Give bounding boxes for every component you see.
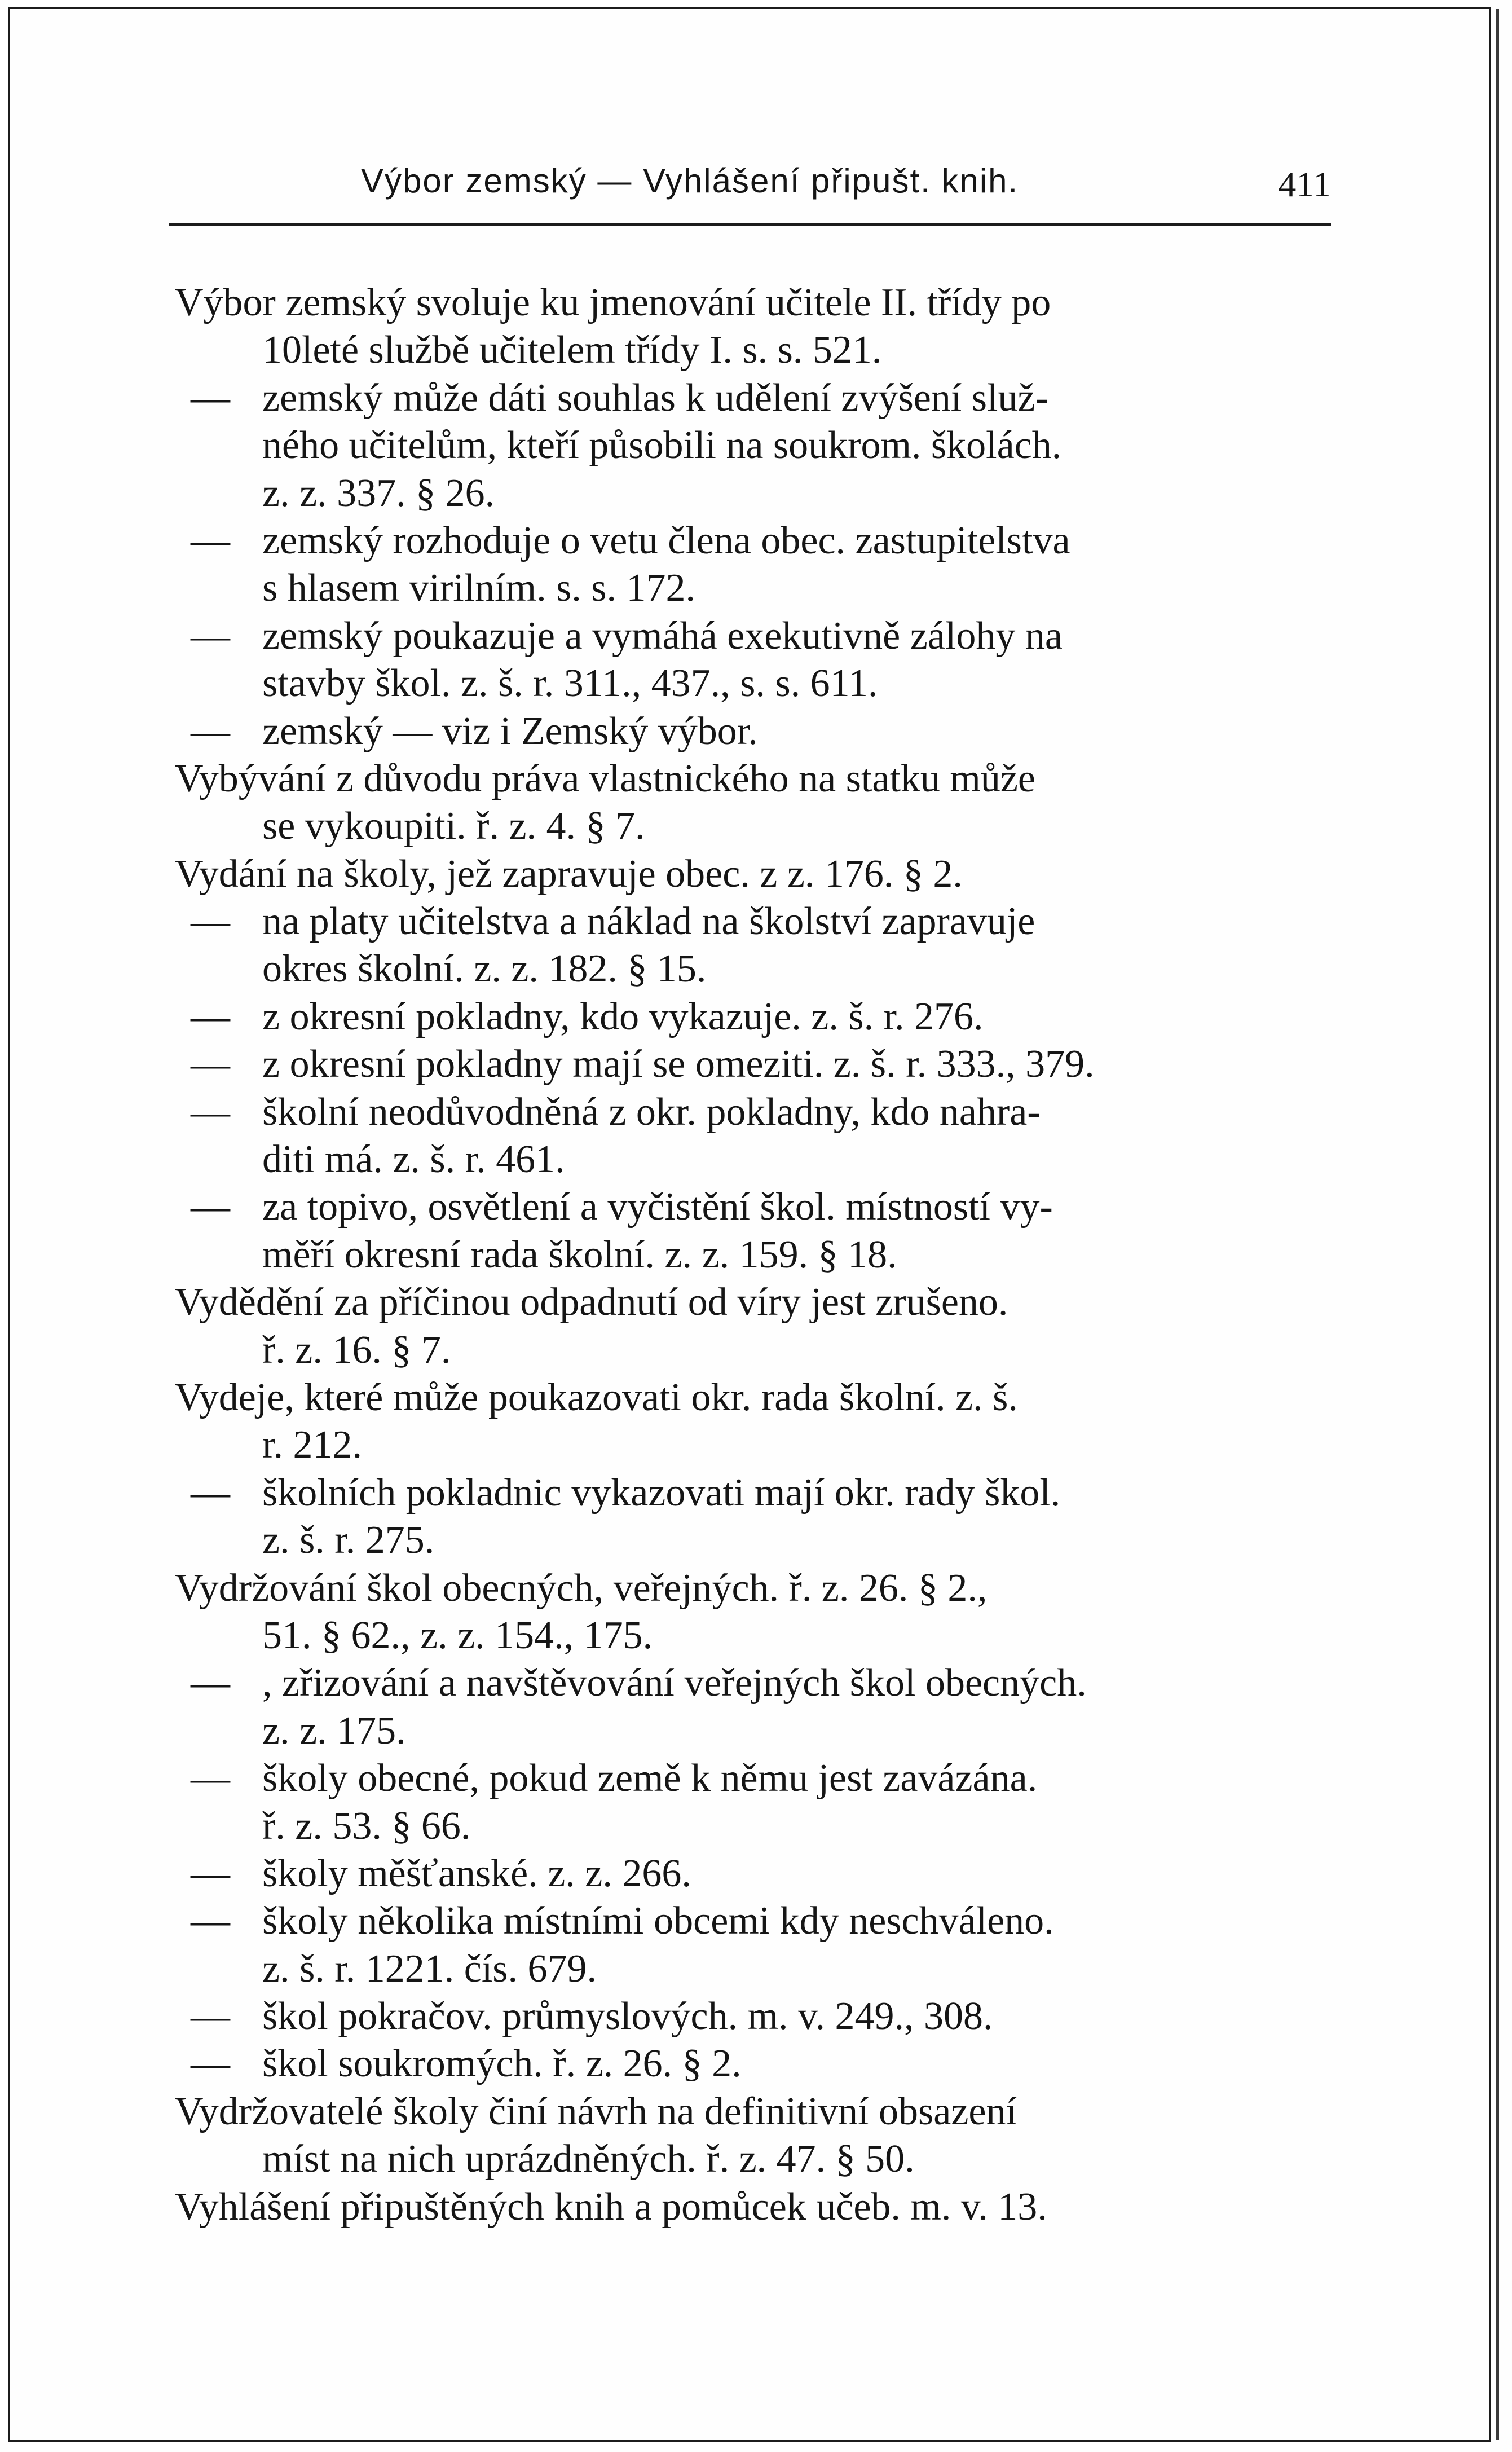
index-subentry — [175, 517, 1331, 565]
index-continuation — [175, 1707, 1331, 1755]
entry-text: stavby škol. z. š. r. 311., 437., s. s. 611. — [262, 662, 878, 706]
index-continuation — [175, 422, 1331, 469]
index-subentry — [175, 375, 1331, 422]
entry-text: se vykoupiti. ř. z. 4. § 7. — [262, 804, 645, 848]
index-subentry — [175, 2040, 1331, 2088]
index-subentry — [175, 1041, 1331, 1088]
index-subentry — [175, 1089, 1331, 1136]
entry-text: ř. z. 16. § 7. — [262, 1328, 451, 1372]
entry-text: diti má. z. š. r. 461. — [262, 1138, 565, 1182]
entry-text: míst na nich uprázdněných. ř. z. 47. § 50. — [262, 2137, 915, 2181]
entry-text: z. z. 337. § 26. — [262, 471, 495, 515]
entry-dash: — — [191, 709, 230, 753]
entry-text: ného učitelům, kteří působili na soukrom. školách. — [262, 424, 1062, 468]
index-continuation — [175, 1803, 1331, 1850]
index-subentry — [175, 1469, 1331, 1517]
entry-dash: — — [191, 1661, 230, 1705]
index-continuation — [175, 1231, 1331, 1279]
index-subentry — [175, 1993, 1331, 2040]
entry-dash: — — [191, 994, 230, 1038]
entry-dash: — — [191, 1090, 230, 1134]
entry-text: Vydeje, které může poukazovati okr. rada školní. z. š. — [175, 1375, 1018, 1419]
index-continuation — [175, 945, 1331, 993]
index-continuation — [175, 1517, 1331, 1564]
entry-text: škol soukromých. ř. z. 26. § 2. — [262, 2042, 742, 2086]
entry-dash: — — [191, 1995, 230, 2039]
index-continuation — [175, 1612, 1331, 1659]
entry-dash: — — [191, 1471, 230, 1515]
entry-dash: — — [191, 900, 230, 944]
entry-text: z okresní pokladny mají se omeziti. z. š. r. 333., 379. — [262, 1042, 1095, 1086]
entry-text: Vydržovatelé školy činí návrh na definitivní obsazení — [175, 2089, 1017, 2133]
header-title: Výbor zemský — Vyhlášení připušt. knih. — [361, 162, 1019, 200]
entry-text: s hlasem virilním. s. s. 172. — [262, 566, 696, 610]
entry-text: Vydržování škol obecných, veřejných. ř. z. 26. § 2., — [175, 1566, 988, 1610]
index-subentry — [175, 898, 1331, 945]
entry-text: z. z. 175. — [262, 1709, 406, 1753]
entry-text: r. 212. — [262, 1423, 362, 1467]
index-subentry — [175, 993, 1331, 1041]
index-continuation — [175, 2136, 1331, 2183]
entry-text: z okresní pokladny, kdo vykazuje. z. š. r. 276. — [262, 994, 984, 1038]
index-subentry — [175, 613, 1331, 660]
entry-text: zemský může dáti souhlas k udělení zvýšení služ- — [262, 376, 1048, 420]
entry-text: ř. z. 53. § 66. — [262, 1804, 471, 1848]
entry-text: na platy učitelstva a náklad na školství zapravuje — [262, 900, 1035, 944]
entry-dash: — — [191, 1899, 230, 1943]
entry-text: zemský poukazuje a vymáhá exekutivně zálohy na — [262, 614, 1063, 658]
entry-text: měří okresní rada školní. z. z. 159. § 18. — [262, 1232, 897, 1276]
index-continuation — [175, 660, 1331, 707]
entry-text: Výbor zemský svoluje ku jmenování učitele II. třídy po — [175, 281, 1051, 324]
entry-text: Vydědění za příčinou odpadnutí od víry jest zrušeno. — [175, 1280, 1008, 1324]
entry-dash: — — [191, 518, 230, 562]
entry-text: školy měšťanské. z. z. 266. — [262, 1851, 691, 1895]
entry-text: 51. § 62., z. z. 154., 175. — [262, 1613, 653, 1657]
entry-text: za topivo, osvětlení a vyčistění škol. místností vy- — [262, 1185, 1053, 1229]
entry-dash: — — [191, 1757, 230, 1801]
index-continuation — [175, 1421, 1331, 1469]
entry-dash: — — [191, 1851, 230, 1895]
index-continuation — [175, 803, 1331, 850]
index-entry — [175, 2184, 1331, 2231]
index-continuation — [175, 1945, 1331, 1993]
entry-text: škol pokračov. průmyslových. m. v. 249., 308. — [262, 1995, 993, 2039]
index-entry — [175, 755, 1331, 803]
entry-text: školních pokladnic vykazovati mají okr. rady škol. — [262, 1471, 1061, 1515]
index-entry — [175, 851, 1331, 898]
page-number: 411 — [1278, 164, 1331, 204]
entry-dash: — — [191, 1042, 230, 1086]
index-subentry — [175, 1183, 1331, 1231]
entry-text: zemský — viz i Zemský výbor. — [262, 709, 758, 753]
index-continuation — [175, 1136, 1331, 1183]
index-entries — [175, 279, 1331, 2231]
running-header — [169, 151, 1331, 208]
index-subentry — [175, 1850, 1331, 1898]
index-continuation — [175, 1327, 1331, 1374]
entry-text: Vyhlášení připuštěných knih a pomůcek učeb. m. v. 13. — [175, 2185, 1047, 2229]
entry-text: školy několika místními obcemi kdy neschváleno. — [262, 1899, 1054, 1943]
entry-text: Vydání na školy, jež zapravuje obec. z z. 176. § 2. — [175, 852, 963, 896]
index-subentry — [175, 1755, 1331, 1802]
entry-dash: — — [191, 2042, 230, 2086]
index-entry — [175, 279, 1331, 327]
header-rule — [169, 223, 1331, 226]
entry-dash: — — [191, 376, 230, 420]
index-entry — [175, 1279, 1331, 1326]
entry-text: školy obecné, pokud země k němu jest zavázána. — [262, 1757, 1038, 1801]
entry-text: , zřizování a navštěvování veřejných škol obecných. — [262, 1661, 1087, 1705]
entry-text: zemský rozhoduje o vetu člena obec. zastupitelstva — [262, 518, 1070, 562]
index-subentry — [175, 708, 1331, 755]
index-continuation — [175, 565, 1331, 612]
index-continuation — [175, 327, 1331, 374]
entry-text: školní neodůvodněná z okr. pokladny, kdo nahra- — [262, 1090, 1041, 1134]
index-subentry — [175, 1898, 1331, 1945]
entry-text: 10leté službě učitelem třídy I. s. s. 521. — [262, 328, 882, 372]
entry-text: z. š. r. 1221. čís. 679. — [262, 1947, 597, 1991]
entry-dash: — — [191, 614, 230, 658]
entry-text: okres školní. z. z. 182. § 15. — [262, 947, 707, 991]
index-continuation — [175, 470, 1331, 517]
index-entry — [175, 1565, 1331, 1612]
entry-text: Vybývání z důvodu práva vlastnického na statku může — [175, 756, 1035, 800]
index-entry — [175, 2088, 1331, 2136]
index-entry — [175, 1374, 1331, 1421]
index-subentry — [175, 1659, 1331, 1707]
entry-text: z. š. r. 275. — [262, 1518, 435, 1562]
entry-dash: — — [191, 1185, 230, 1229]
